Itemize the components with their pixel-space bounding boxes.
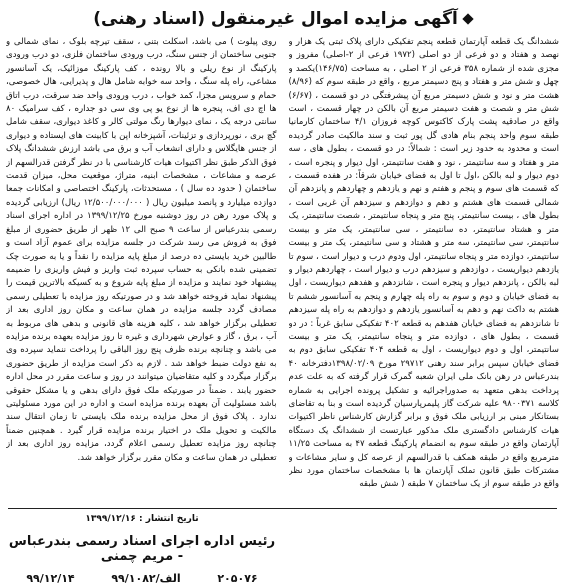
right-column — [289, 36, 560, 506]
left-column — [6, 36, 277, 506]
issuing-agency: رئیس اداره اجرای اسناد رسمی بندرعباس - مریم چمنی — [8, 534, 276, 564]
notice-body — [6, 36, 559, 506]
reference-code-date: ۹۹/۱۲/۱۴ — [26, 572, 75, 585]
reference-code-number: ۲۰۵۰۷۶ — [217, 572, 258, 585]
notice-title: آگهی مزایده اموال غیرمنقول (اسناد رهنی) — [93, 9, 458, 29]
reference-codes — [8, 572, 276, 585]
publication-date: تاریخ انتشار : ۱۳۹۹/۱۲/۱۶ — [85, 514, 199, 524]
diamond-icon — [462, 13, 473, 24]
notice-header — [6, 4, 559, 34]
notice-footer — [8, 514, 276, 585]
right-column-text: ششدانگ یک قطعه آپارتمان قطعه پنجم تفکیکی دارای پلاک ثبتی یک هزار و نهصد و هفتاد و دو فرعی از دو اصلی (۱۹۷۲ فرعی از ۲-اصلی) مفروز و مجزی شده از شماره ۳۵۸ فرعی از ۲ اصلی ، به مساحت (۱۴۶/۷۵)یکصد و چهل و شش متر و هفتاد و پنج دسیمتر مربع ، واقع در طبقه سوم که (۸/۹۶) هشت متر و نود و شش دسیمتر مربع آن پیشرفتگی در دو قسمت ، (۶/۶۷) شش متر و شصت و هفت دسیمتر مربع آن بالکن در چهار قسمت ، است واقع در صادقیه پشت پارک کاکتوس کوچه فروزان ۴/۱ ساختمان کارمانیا طبقه سوم واحد پنجم بنام هادی گل پور ثبت و سند مالکیت صادر گردیده است و محدود به حدود زیر است : شمالاً: در دو قسمت ، بطول های ، سه متر و هفتاد و سه سانتیمتر ، نود و هفت سانتیمتر، اول دیوار و پنجره است ، دوم دیوار و لبه بالکن ،اول تا اول به فضای خیابان شرقاً: در هفده قسمت ، که قسمت های سوم و پنجم و هفتم و نهم و یازدهم و چهاردهم و پانزدهم آن شمالی قسمت های هشتم و دهم و دوازدهم و سیزدهم آن غربی است ، بطول های ، بیست سانتیمتر، پنج متر و پنجاه سانتیمتر ، شصت سانتیمتر، یک متر و هشتاد سانتیمتر، ده سانتیمتر ، سی سانتیمتر، یک متر و بیست سانتیمتر، سی سانتیمتر، سه متر و هشتاد و سی سانتیمتر، یک متر و بیست سانتیمتر، دوازده متر و پنجاه سانتیمتر، اول ودوم درب و دیوار است ، سوم تا یازدهم دیواریست ، دوازدهم و سیزدهم درب و دیوار است ، چهاردهم دیوار و لبه بالکن ، پانزدهم دیوار و پنجره است ، شانزدهم و هفدهم دیواریست ، اول به فضای خیابان و دوم و سوم به راه پله چهارم و پنجم به آسانسور ششم تا هشتم به داکت نهم و دهم به آسانسور یازدهم و دوازدهم به راه پله سیزدهم تا شانزدهم به فضای خیابان هفدهم به قطعه ۴۰۲ تفکیکی سابق غرباً : در دو قسمت ، بطول های ، دوازده متر و پنجاه سانتیمتر، یک متر و بیست سانتیمتر، اول و دوم دیواریست ، اول به قطعه ۴۰۴ تفکیکی سابق دوم به فضای خیابان سپس برابر سند رهنی ۲۹۷۱۲ مورخ ۱۳۹۸/۰۲/۰۹دفترخانه ۴۰ بندرعباس در رهن بانک ملی ایران شعبه گمرک قرار گرفته که به علت عدم پرداخت بدهی متعهد به صدوراجرائیه و تشکیل پرونده اجرایی به شماره کلاسه ۹۸۰۰۳۷۱ علیه شرکت گاز پلیمرپارسیان گردیده است و بنا به تقاضای بستانکار مبنی بر ارزیابی ملک فوق و برابر گزارش کارشناس ناظر اکتیوات هیات کارشناس دادگستری ملک مذکور عبارتست از ششدانگ یک دستگاه آپارتمان واقع در طبقه سوم به انضمام پارکینگ قطعه ۴۷ به مساحت ۱۱/۲۵ مترمربع واقع در طبقه همکف با قدرالسهم از عرصه کل و سایر مشاعات و مشترکات طبق قانون تملک آپارتمان ها با مشخصات ساختمان مورد نظر واقع در طبقه سوم از یک ساختمان ۷ طبقه ( شش طبقه — [288, 37, 559, 490]
reference-code-serial: ۹۹/۱۰۸۲/الف — [111, 572, 181, 585]
left-column-text: روی پیلوت ) می باشد، اسکلت بتنی ، سقف تیرچه بلوک ، نمای شمالی و جنوبی ساختمان از جنس سنگ، درب ورودی ساختمان فلزی، دو درب ورودی پارکینگ از نوع ریلی و بالا رونده ، کف پارکینگ موزائیک، یک آسانسور مشاعی، راه پله سنگ ، واحد سه خوابه شامل هال و پذیرایی، هال خصوصی، حمام و سرویس مجزا، کمد خواب ، درب ورودی واحد ضد سرقت، درب اتاق ها اچ دی اف، پنجره ها از نوع یو پی وی سی دو جداره ، کف سرامیک ۸۰ سانتی درجه یک ، نمای دیوارها رنگ مولتی کالر و کاغذ دیواری، سقف شامل گچ بری ، نورپردازی و تزئینات، آشپزخانه اپن با کابینت های ایستاده و دیواری از جنس هایگلاس و دارای انشعاب آب و برق می باشد ارزش ششدانگ پلاک فوق الذکر طبق نظر اکتیوات هیات کارشناسی با در نظر گرفتن قدرالسهم از عرصه و مشاعات ، مشخصات ابنیه، متراژ، موقعیت محل، میزان قدمت ساختمان ( حدود ده سال ) ، مستحدثات، پارکینگ اختصاصی و امکانات جمعا دوازده میلیارد و پانصد میلیون ریال ( ۱۲/۵۰۰/۰۰۰/۰۰۰ ریال) ارزیابی گردیده و پلاک مورد رهن در روز دوشنبه مورخ ۱۳۹۹/۱۲/۲۵ در اداره اجرای اسناد رسمی بندرعباس از ساعت ۹ صبح الی ۱۲ ظهر از طریق حضوری از مبلغ فوق به فروش می رسد شرکت در جلسه مزایده برای عموم آزاد است و طالبین خرید بایستی ده درصد از مبلغ پایه مزایده را نقداً و یا به صورت چک تضمینی شده بانکی به حساب سپرده ثبت واریز و فیش واریزی را ضمیمه پیشنهاد خود نمایند و مزایده از مبلغ پایه شروع و به کسیکه بالاترین قیمت را پیشنهاد نماید فروخته خواهد شد و در صورتیکه روز مزایده با تعطیلی رسمی مصادف گردد جلسه مزایده در همان ساعت و مکان روز اداری بعد از تعطیلی برگزار خواهد شد ، کلیه هزینه های قانونی و بدهی های مربوط به آب ، برق ، گاز و عوارض شهرداری و غیره تا روز مزایده بعهده برنده مزایده می باشد و چنانچه برنده ظرف پنج روز الباقی را پرداخت ننماید سپرده وی به نفع دولت ضبط خواهد شد . لازم به ذکر است مزایده از طریق حضوری برگزار میگردد و کلیه متقاضیان میتوانند در روز و ساعت مقرر در محل اداره حضور یابند . ضمناً در صورتیکه ملک فوق دارای بدهی و یا مشکل حقوقی باشد مسئولیت آن بعهده برنده مزایده است و اداره در این مورد مسئولیتی ندارد . پلاک فوق از محل مزایده برنده ملک بایستی تا زمان انتقال سند مالکیت و تحویل ملک در اختیار برنده مزایده قرار گیرد . همچنین ضمناً چنانچه روز مزایده تعطیل رسمی اعلام گردد، مزایده روز اداری بعد از تعطیلی در همان ساعت و مکان مقرر برگزار خواهد شد. — [6, 37, 277, 463]
divider — [8, 508, 557, 509]
